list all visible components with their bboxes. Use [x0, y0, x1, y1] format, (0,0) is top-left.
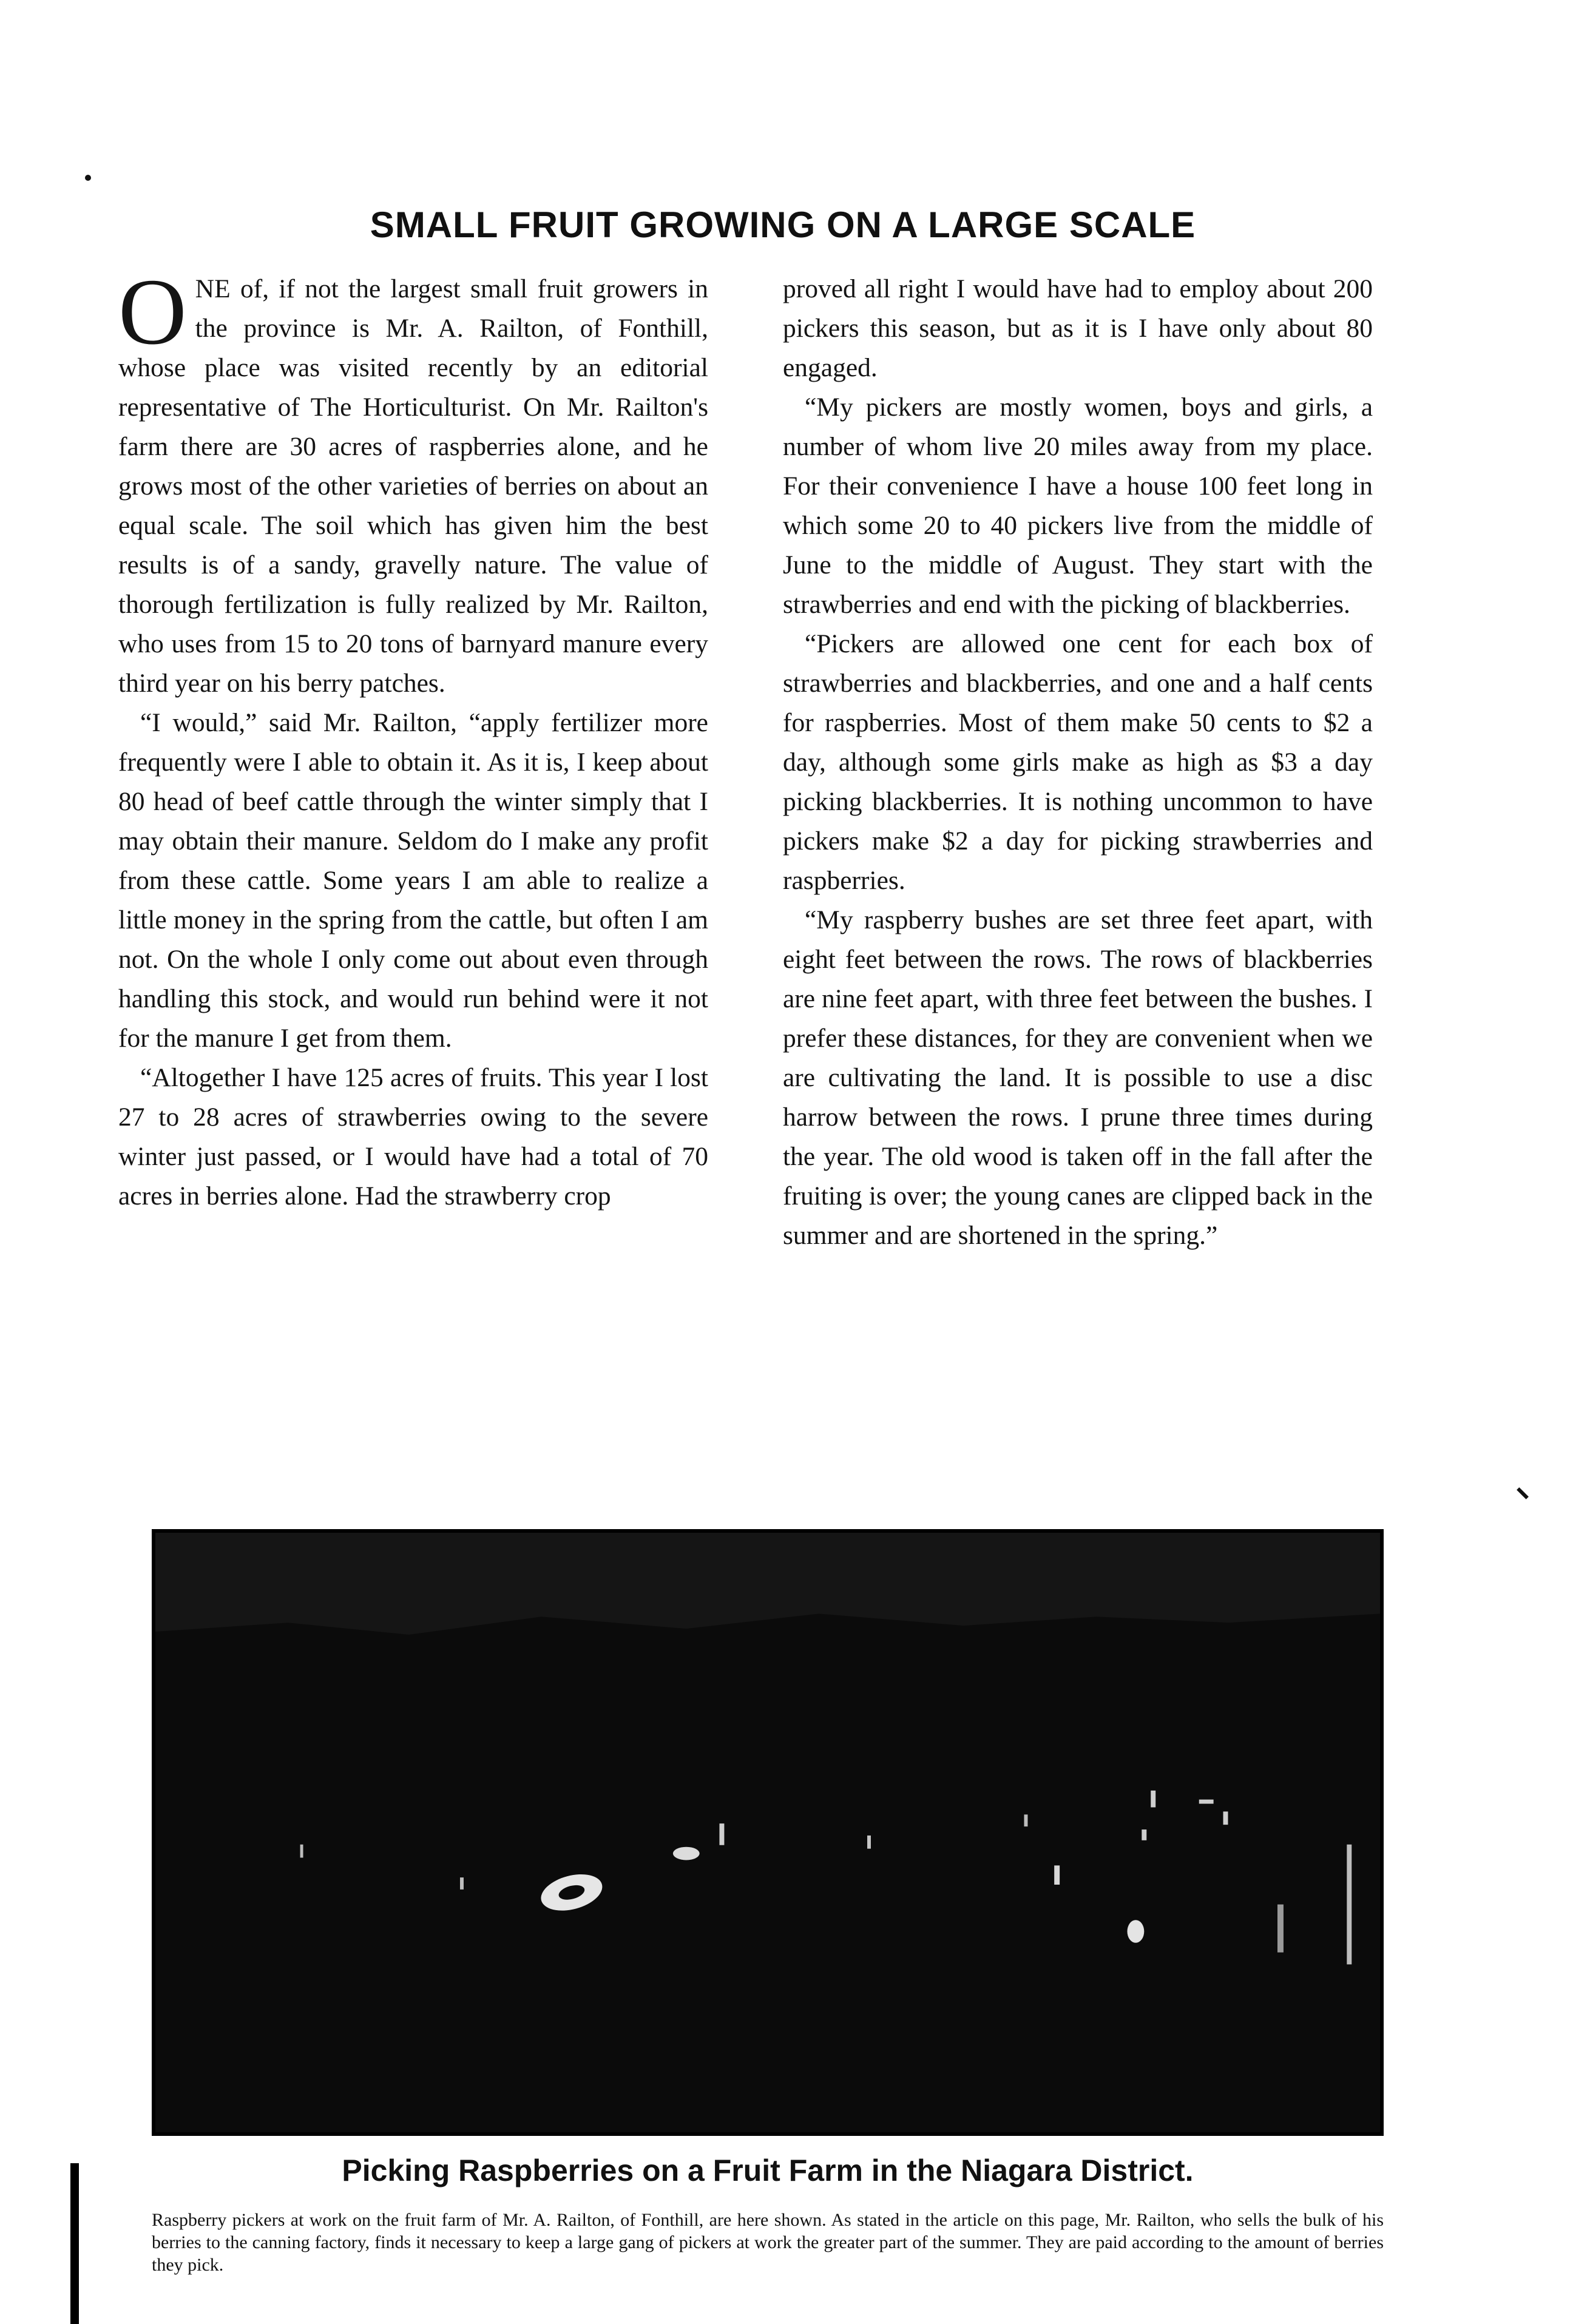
margin-rule — [70, 2163, 79, 2324]
paragraph-2: “I would,” said Mr. Railton, “apply fertilizer more frequently were I able to obtain it. As it is, I keep about 80 head of beef cattle through the winter simply that I may obtain their manure. Seldom do I make any profit from these cattle. Some years I am able to realize a little money in the spring from the cattle, but often I am not. On the whole I only come out about even through handling this stock, and would run behind were it not for the manure I get from them. — [118, 708, 708, 1053]
left-column — [118, 259, 708, 1216]
paragraph-6: “Pickers are allowed one cent for each box of strawberries and blackberries, and one and a half cents for raspberries. Most of them make 50 cents to $2 a day, although some girls make as high as $3 a day picking blackberries. It is nothing uncommon to have pickers make $2 a day for picking strawberries and raspberries. — [783, 629, 1373, 895]
right-column — [783, 269, 1373, 1255]
paragraph-1-text: NE of, if not the largest small fruit growers in the province is Mr. A. Railton, of Fonthill, whose place was visited recently by an editorial representative of The Horticulturist. On Mr. Railton's farm there are 30 acres of raspberries alone, and he grows most of the other varieties of berries on about an equal scale. The soil which has given him the best results is of a sandy, gravelly nature. The value of thorough fertilization is fully realized by Mr. Railton, who uses from 15 to 20 tons of barnyard manure every third year on his berry patches. — [118, 274, 708, 698]
paragraph-4: proved all right I would have had to employ about 200 pickers this season, but as it is I have only about 80 engaged. — [783, 274, 1373, 382]
raspberry-field-photo — [152, 1529, 1384, 2136]
figure-caption-text: Raspberry pickers at work on the fruit farm of Mr. A. Railton, of Fonthill, are here shown. As stated in the article on this page, Mr. Railton, who sells the bulk of his berries to the canning factory, finds it necessary to keep a large gang of pickers at work the greater part of the summer. They are paid according to the amount of berries they pick. — [152, 2210, 1384, 2275]
drop-cap: O — [118, 259, 187, 364]
paragraph-1 — [118, 259, 708, 703]
photo-illustration — [155, 1533, 1380, 2132]
print-speck — [85, 175, 91, 181]
paragraph-7: “My raspberry bushes are set three feet apart, with eight feet between the rows. The rows of blackberries are nine feet apart, with three feet between the bushes. I prefer these distances, for they are convenient when we are cultivating the land. It is possible to use a disc harrow between the rows. I prune three times during the year. The old wood is taken off in the fall after the fruiting is over; the young canes are clipped back in the summer and are shortened in the spring.” — [783, 905, 1373, 1250]
paragraph-3: “Altogether I have 125 acres of fruits. This year I lost 27 to 28 acres of strawberries owing to the severe winter just passed, or I would have had a total of 70 acres in berries alone. Had the strawberry crop — [118, 1063, 708, 1211]
figure-caption-title: Picking Raspberries on a Fruit Farm in the Niagara District. — [342, 2153, 1194, 2187]
paragraph-5: “My pickers are mostly women, boys and girls, a number of whom live 20 miles away from my place. For their convenience I have a house 100 feet long in which some 20 to 40 pickers live from the middle of June to the middle of August. They start with the strawberries and end with the picking of blackberries. — [783, 393, 1373, 619]
print-mark — [1517, 1487, 1529, 1499]
article-title: SMALL FRUIT GROWING ON A LARGE SCALE — [370, 204, 1196, 245]
